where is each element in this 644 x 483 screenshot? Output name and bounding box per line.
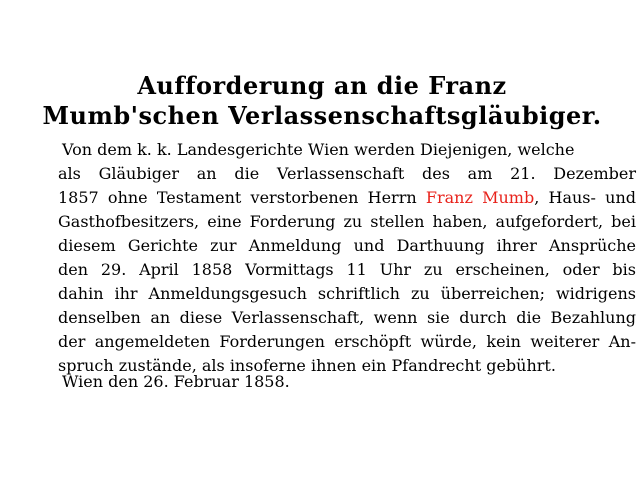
notice-title-line-2: Mumb'schen Verlassenschaftsgläubiger.	[42, 101, 602, 130]
body-line-4: Gasthofbesitzers, eine Forderung zu stellen haben, aufgefordert, bei	[58, 212, 636, 231]
body-line-3-end: , Haus- und	[534, 188, 636, 207]
body-line-2: als Gläubiger an die Verlassenschaft des am 21. Dezember	[58, 164, 636, 183]
body-line-6: den 29. April 1858 Vormittags 11 Uhr zu erscheinen, oder bis	[58, 260, 636, 279]
notice-title-line-1: Aufforderung an die Franz	[137, 71, 507, 100]
highlighted-name: Franz Mumb	[425, 188, 535, 207]
body-line-3-start: 1857 ohne Testament verstorbenen Herrn	[58, 188, 426, 207]
body-line-9: der angemeldeten Forderungen erschöpft würde, kein weiterer An-	[58, 332, 636, 351]
body-line-8: denselben an diese Verlassenschaft, wenn sie durch die Bezahlung	[58, 308, 636, 327]
notice-signature: Wien den 26. Februar 1858.	[62, 372, 290, 391]
body-line-5: diesem Gerichte zur Anmeldung und Darthuung ihrer Ansprüche	[58, 236, 636, 255]
body-line-10: spruch zustände, als insoferne ihnen ein Pfandrecht gebührt.	[58, 356, 556, 375]
body-line-3	[58, 186, 636, 210]
body-line-1: Von dem k. k. Landesgerichte Wien werden Diejenigen, welche	[62, 140, 575, 159]
body-line-7: dahin ihr Anmeldungsgesuch schriftlich zu überreichen; widrigens	[58, 284, 636, 303]
